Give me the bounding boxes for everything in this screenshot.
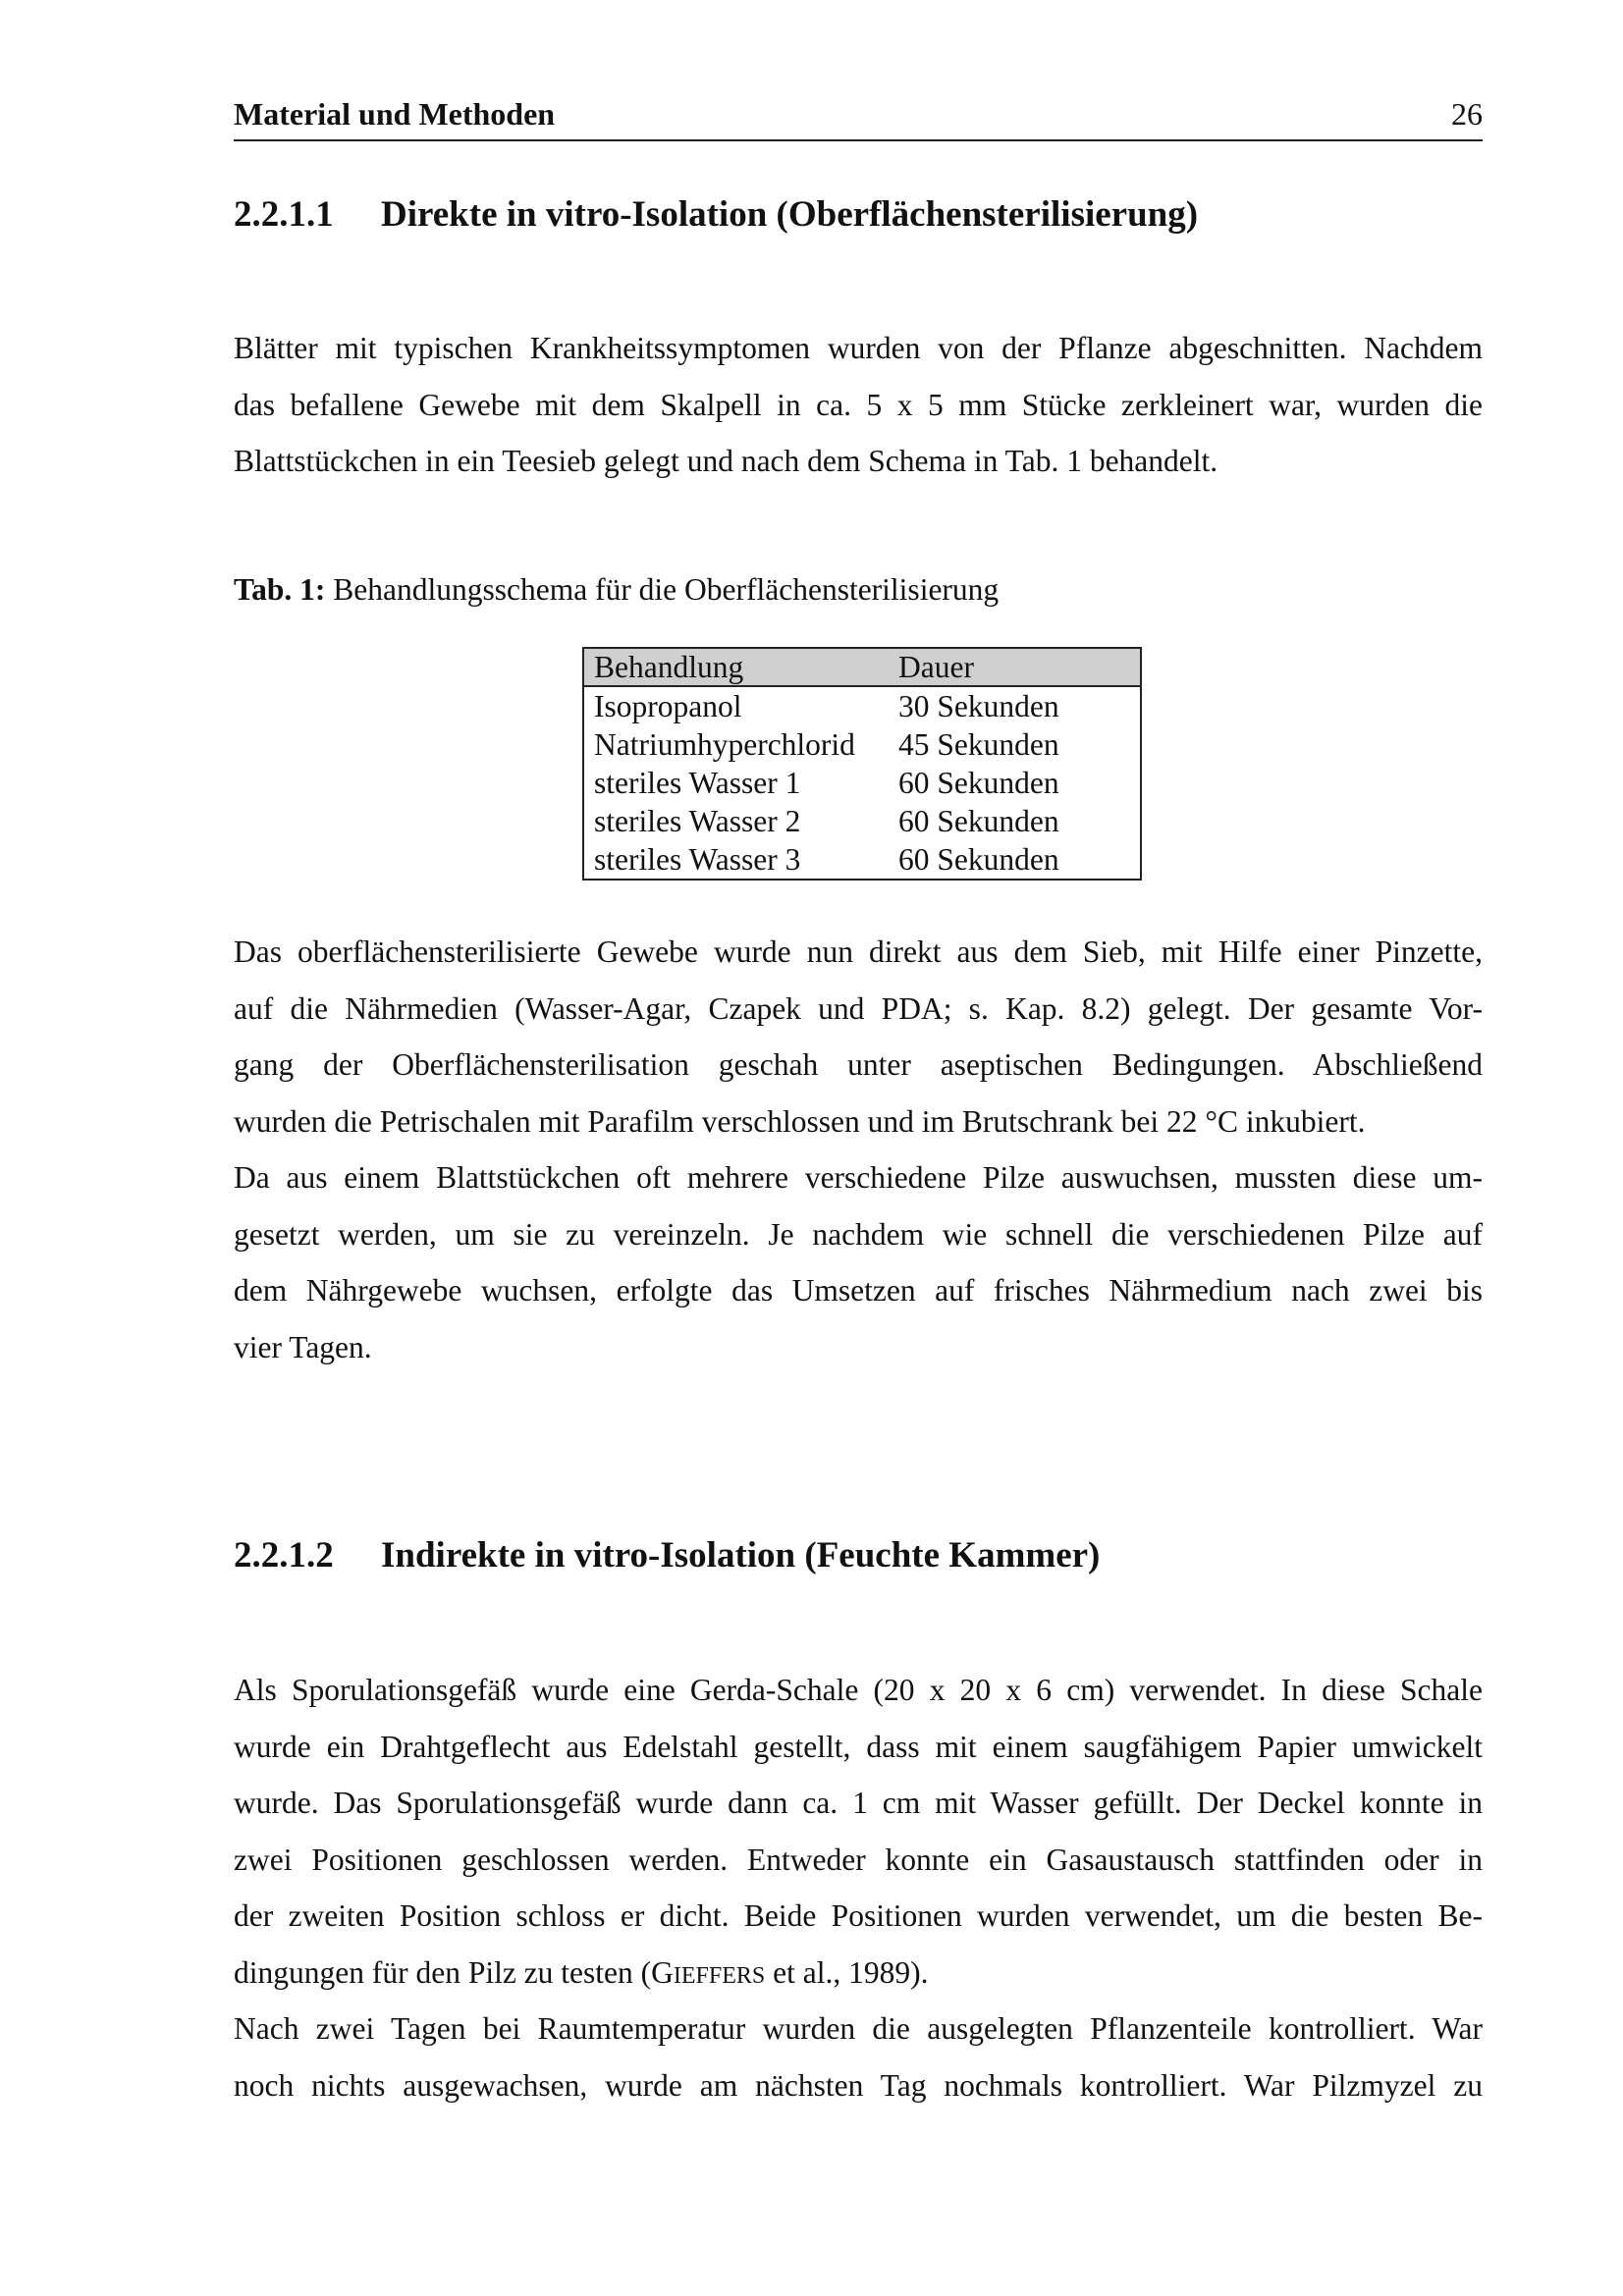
table-cell: 60 Sekunden (898, 842, 1059, 877)
section-number: 2.2.1.2 (234, 1535, 334, 1575)
table-row (583, 725, 1141, 764)
table-cell: steriles Wasser 2 (594, 804, 801, 838)
section-title: Direkte in vitro-Isolation (Oberflächensterilisierung) (381, 194, 1199, 235)
table-row (583, 764, 1141, 802)
page-number: 26 (1451, 96, 1483, 132)
text-line: zwei Positionen geschlossen werden. Entweder konnte ein Gasaustausch stattfinden oder in (234, 1842, 1483, 1877)
table-cell: 30 Sekunden (898, 689, 1059, 723)
text-line: Das oberflächensterilisierte Gewebe wurde nun direkt aus dem Sieb, mit Hilfe einer Pinzette, (234, 934, 1483, 969)
paragraph-subculture (234, 1149, 1483, 1375)
section-heading-2-2-1-1 (234, 192, 1198, 238)
table-cell: 60 Sekunden (898, 804, 1059, 838)
table-cell: steriles Wasser 1 (594, 766, 801, 800)
text-line: wurde. Das Sporulationsgefäß wurde dann ca. 1 cm mit Wasser gefüllt. Der Deckel konnte in (234, 1786, 1483, 1820)
text-line: Blattstückchen in ein Teesieb gelegt und nach dem Schema in Tab. 1 behandelt. (234, 444, 1218, 478)
text-line: gesetzt werden, um sie zu vereinzeln. Je nachdem wie schnell die verschiedenen Pilze auf (234, 1216, 1483, 1252)
table-caption-text: Behandlungsschema für die Oberflächensterilisierung (333, 572, 1000, 607)
text-line-citation (234, 1945, 1483, 2002)
text-line: auf die Nährmedien (Wasser-Agar, Czapek und PDA; s. Kap. 8.2) gelegt. Der gesamte Vor- (234, 990, 1483, 1026)
text-line: Nach zwei Tagen bei Raumtemperatur wurden die ausgelegten Pflanzenteile kontrolliert. War (234, 2011, 1483, 2046)
table-row (583, 840, 1141, 880)
section-title: Indirekte in vitro-Isolation (Feuchte Kammer) (381, 1535, 1101, 1575)
table-cell: 60 Sekunden (898, 766, 1059, 800)
table-cell: Isopropanol (594, 689, 742, 723)
running-header (234, 94, 1483, 141)
table-row (583, 686, 1141, 725)
table-caption (234, 567, 999, 613)
text-line: das befallene Gewebe mit dem Skalpell in ca. 5 x 5 mm Stücke zerkleinert war, wurden die (234, 387, 1483, 422)
citation-prefix: dingungen für den Pilz zu testen ( (234, 1954, 652, 1990)
text-line: wurde ein Drahtgeflecht aus Edelstahl gestellt, dass mit einem saugfähigem Papier umwickelt (234, 1729, 1483, 1764)
table-row (583, 802, 1141, 840)
text-line: dem Nährgewebe wuchsen, erfolgte das Umsetzen auf frisches Nährmedium nach zwei bis (234, 1273, 1483, 1308)
paragraph-moist-chamber (234, 1662, 1483, 2113)
citation-author-rest: IEFFERS (673, 1962, 766, 1989)
text-line: gang der Oberflächensterilisation geschah unter aseptischen Bedingungen. Abschließend (234, 1047, 1483, 1082)
table-caption-label: Tab. 1: (234, 572, 326, 607)
text-line: wurden die Petrischalen mit Parafilm verschlossen und im Brutschrank bei 22 °C inkubiert. (234, 1103, 1366, 1139)
text-line: Blätter mit typischen Krankheitssymptomen wurden von der Pflanze abgeschnitten. Nachdem (234, 331, 1483, 365)
treatment-table (582, 647, 1142, 881)
citation-suffix: et al., 1989). (765, 1954, 929, 1990)
text-line: Da aus einem Blattstückchen oft mehrere verschiedene Pilze auswuchsen, mussten diese um- (234, 1160, 1483, 1195)
text-line: noch nichts ausgewachsen, wurde am nächsten Tag nochmals kontrolliert. War Pilzmyzel zu (234, 2067, 1483, 2103)
table-cell: 45 Sekunden (898, 727, 1059, 762)
table-cell: steriles Wasser 3 (594, 842, 801, 877)
text-line: vier Tagen. (234, 1329, 372, 1364)
text-line: Als Sporulationsgefäß wurde eine Gerda-Schale (20 x 20 x 6 cm) verwendet. In diese Schale (234, 1673, 1483, 1707)
paragraph-intro (234, 320, 1483, 490)
column-header-dauer: Dauer (889, 648, 1141, 686)
section-number: 2.2.1.1 (234, 194, 334, 235)
text-line: der zweiten Position schloss er dicht. Beide Positionen wurden verwendet, um die besten Be- (234, 1898, 1483, 1933)
column-header-behandlung: Behandlung (583, 648, 889, 686)
section-heading-2-2-1-2 (234, 1533, 1100, 1578)
table-header-row (583, 648, 1141, 686)
paragraph-procedure (234, 924, 1483, 1149)
header-title: Material und Methoden (234, 96, 556, 132)
citation-author-initial: G (651, 1954, 674, 1990)
table-cell: Natriumhyperchlorid (594, 727, 855, 762)
